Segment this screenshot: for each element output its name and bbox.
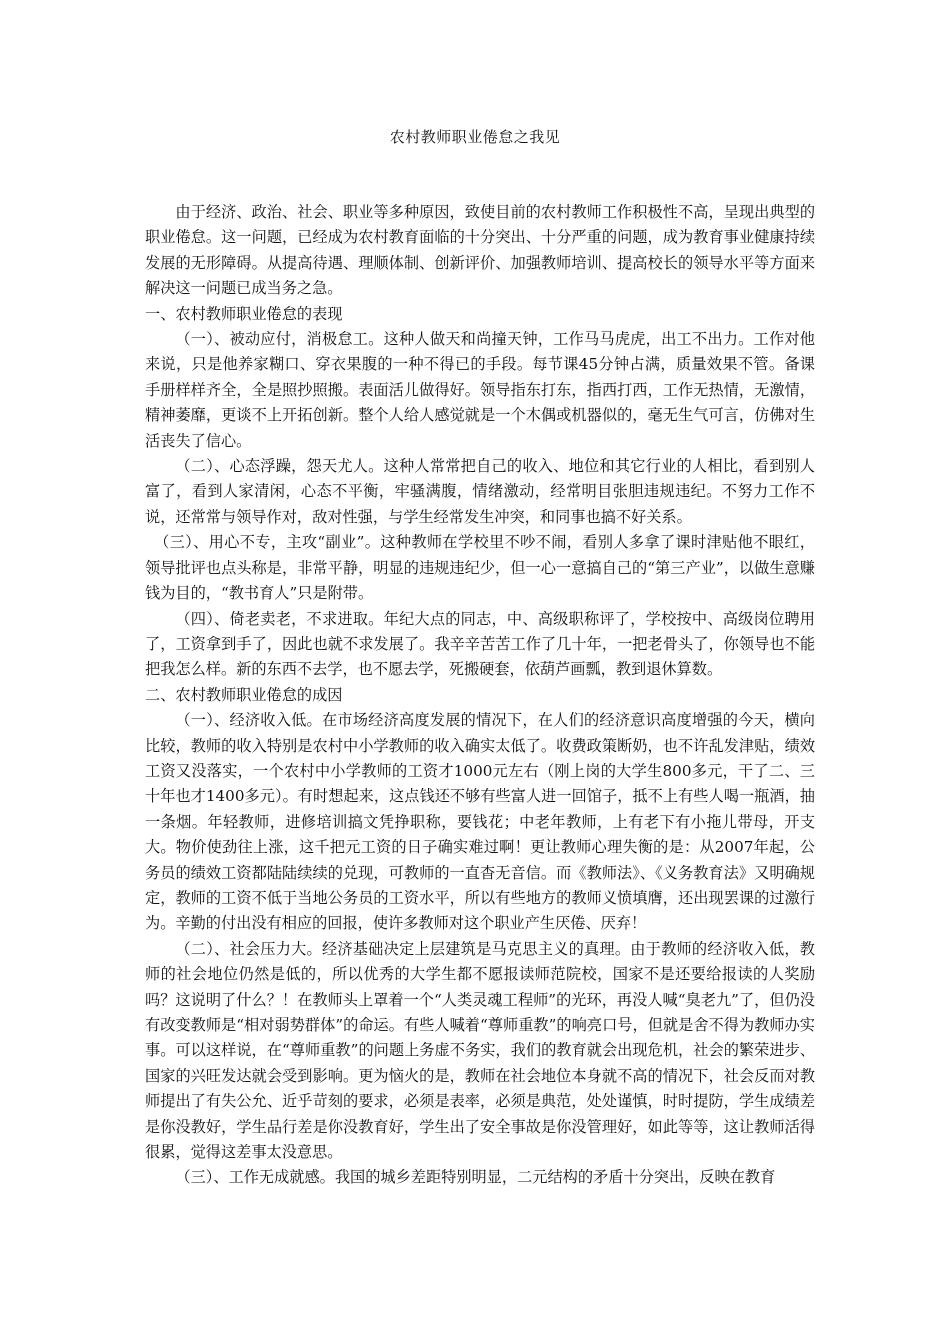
- document-body: [145, 200, 815, 1191]
- section2-paragraph-1: （一）、经济收入低。在市场经济高度发展的情况下，在人们的经济意识高度增强的今天，横向比较，教师的收入特别是农村中小学教师的收入确实太低了。收费政策断奶，也不许乱发津贴，绩效工资又没落实，一个农村中小学教师的工资才1000元左右（刚上岗的大学生800多元，干了二、三十年也才1400多元）。有时想起来，这点钱还不够有些富人进一回馆子，抵不上有些人喝一瓶酒，抽一条烟。年轻教师，进修培训搞文凭挣职称，要钱花；中老年教师，上有老下有小拖儿带母，开支大。物价使劲往上涨，这千把元工资的日子确实难过啊！更让教师心理失衡的是：从2007年起，公务员的绩效工资都陆陆续续的兑现，可教师的一直杳无音信。而《教师法》、《义务教育法》又明确规定，教师的工资不低于当地公务员的工资水平，所以有些地方的教师义愤填膺，还出现罢课的过激行为。辛勤的付出没有相应的回报，使许多教师对这个职业产生厌倦、厌弃！: [145, 711, 815, 933]
- section2-paragraph-3: （三）、工作无成就感。我国的城乡差距特别明显，二元结构的矛盾十分突出，反映在教育: [175, 1168, 776, 1187]
- section-heading-2: 二、农村教师职业倦怠的成因: [145, 685, 343, 704]
- section1-paragraph-2: （二）、心态浮躁，怨天尤人。这种人常常把自己的收入、地位和其它行业的人相比，看到别人富了，看到人家清闲，心态不平衡，牢骚满腹，情绪激动，经常明目张胆违规违纪。不努力工作不说，还常常与领导作对，敌对性强，与学生经常发生冲突，和同事也搞不好关系。: [145, 457, 815, 526]
- document-title: 农村教师职业倦怠之我见: [389, 128, 561, 146]
- section1-paragraph-4: （四）、倚老卖老，不求进取。年纪大点的同志，中、高级职称评了，学校按中、高级岗位聘用了，工资拿到手了，因此也就不求发展了。我辛辛苦苦工作了几十年，一把老骨头了，你领导也不能把我怎么样。新的东西不去学，也不愿去学，死搬硬套，依葫芦画瓢，教到退休算数。: [145, 609, 815, 679]
- section2-paragraph-2: （二）、社会压力大。经济基础决定上层建筑是马克思主义的真理。由于教师的经济收入低，教师的社会地位仍然是低的，所以优秀的大学生都不愿报读师范院校，国家不是还要给报读的人奖励吗？这说明了什么？！在教师头上罩着一个“人类灵魂工程师”的光环，再没人喊“臭老九”了，但仍没有改变教师是“相对弱势群体”的命运。有些人喊着“尊师重教”的响亮口号，但就是舍不得为教师办实事。可以这样说，在“尊师重教”的问题上务虚不务实，我们的教育就会出现危机，社会的繁荣进步、国家的兴旺发达就会受到影响。更为恼火的是，教师在社会地位本身就不高的情况下，社会反而对教师提出了有失公允、近乎苛刻的要求，必须是表率，必须是典范，处处谨慎，时时提防，学生成绩差是你没教好，学生品行差是你没教育好，学生出了安全事故是你没管理好，如此等等，这让教师活得很累，觉得这差事太没意思。: [145, 939, 815, 1162]
- section1-paragraph-3: （三）、用心不专，主攻“副业”。这种教师在学校里不吵不闹，看别人多拿了课时津贴他不眼红，领导批评也点头称是，非常平静，明显的违规违纪少，但一心一意搞自己的“第三产业”，以做生意赚钱为目的，“教书育人”只是附带。: [145, 533, 815, 603]
- section-heading-1: 一、农村教师职业倦怠的表现: [145, 304, 343, 323]
- section1-paragraph-1: （一）、被动应付，消极怠工。这种人做天和尚撞天钟，工作马马虎虎，出工不出力。工作对他来说，只是他养家糊口、穿衣果腹的一种不得已的手段。每节课45分钟占满，质量效果不管。备课手册样样齐全，全是照抄照搬。表面活儿做得好。领导指东打东，指西打西，工作无热情，无激情，精神萎靡，更谈不上开拓创新。整个人给人感觉就是一个木偶或机器似的，毫无生气可言，仿佛对生活丧失了信心。: [145, 330, 815, 450]
- intro-paragraph: 由于经济、政治、社会、职业等多种原因，致使目前的农村教师工作积极性不高，呈现出典型的职业倦怠。这一问题，已经成为农村教育面临的十分突出、十分严重的问题，成为教育事业健康持续发展的无形障碍。从提高待遇、理顺体制、创新评价、加强教师培训、提高校长的领导水平等方面来解决这一问题已成当务之急。: [145, 203, 815, 298]
